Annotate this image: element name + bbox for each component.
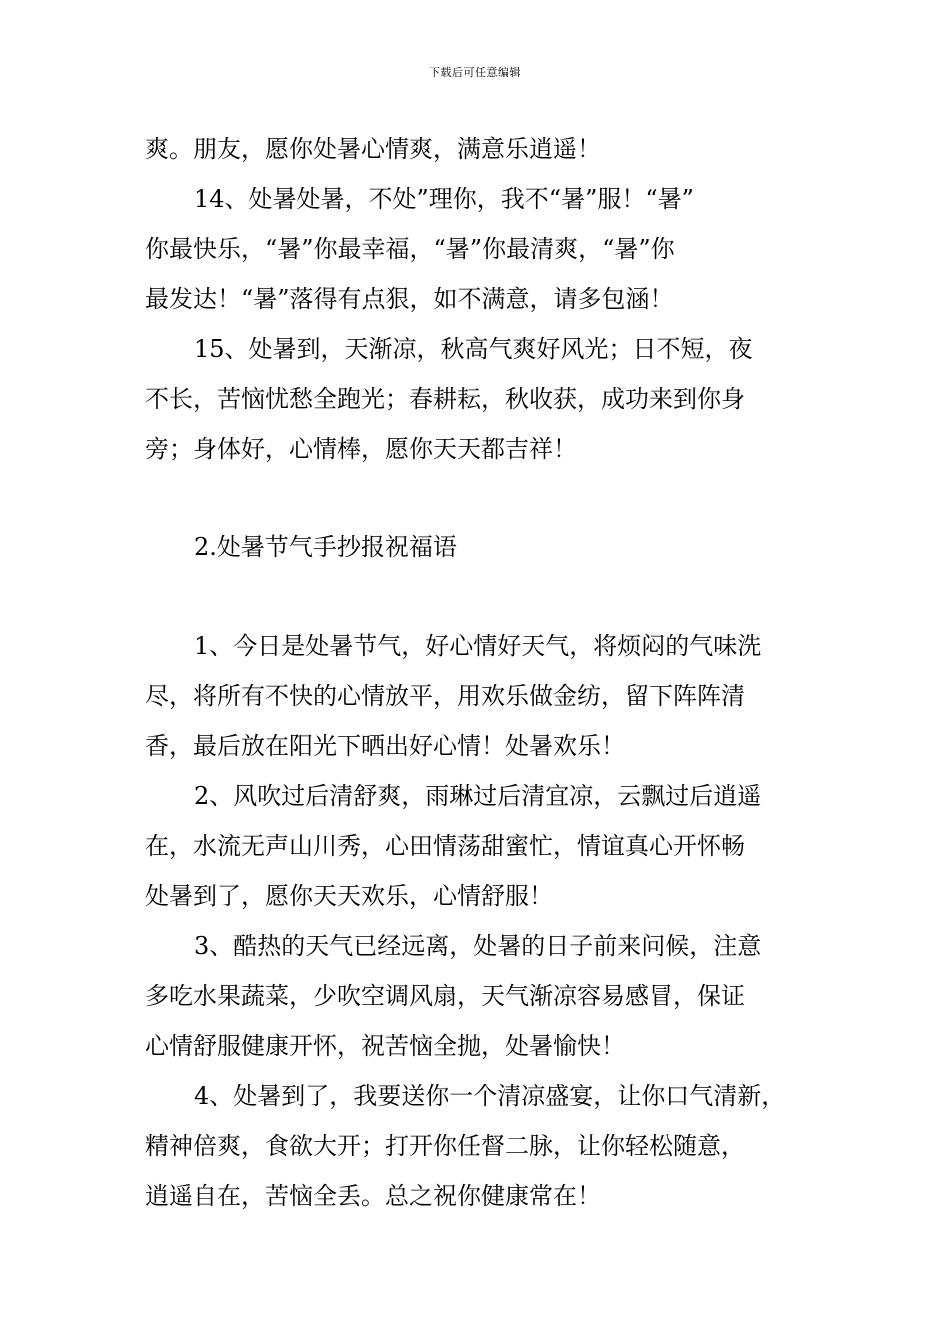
paragraph-line: 3、酷热的天气已经远离，处暑的日子前来问候，注意 (194, 932, 762, 960)
paragraph-line: 不长，苦恼忧愁全跑光；春耕耘，秋收获，成功来到你身 (145, 385, 745, 413)
paragraph-line: 你最快乐，“暑”你最幸福，“暑”你最清爽，“暑”你 (145, 235, 675, 263)
paragraph-line: 14、处暑处暑，不处”理你，我不“暑”服！“暑” (194, 185, 694, 213)
paragraph-line: 逍遥自在，苦恼全丢。总之祝你健康常在！ (145, 1182, 601, 1210)
section-paragraph-4 (145, 1071, 835, 1221)
paragraph-item-14 (145, 174, 835, 324)
paragraph-line: 爽。朋友，愿你处暑心情爽，满意乐逍遥！ (145, 135, 601, 163)
paragraph-continuation (145, 124, 835, 174)
section-paragraph-3 (145, 921, 835, 1071)
paragraph-line: 15、处暑到，天渐凉，秋高气爽好风光；日不短，夜 (194, 335, 753, 363)
paragraph-item-15 (145, 324, 835, 474)
page-header: 下载后可任意编辑 (429, 66, 521, 79)
paragraph-line: 心情舒服健康开怀，祝苦恼全抛，处暑愉快！ (145, 1032, 625, 1060)
paragraph-line: 精神倍爽，食欲大开；打开你任督二脉，让你轻松随意， (145, 1132, 745, 1160)
paragraph-line: 1、今日是处暑节气，好心情好天气，将烦闷的气味洗 (194, 632, 762, 660)
section-paragraph-2 (145, 771, 835, 921)
paragraph-line: 2、风吹过后清舒爽，雨琳过后清宜凉，云飘过后逍遥 (194, 782, 762, 810)
paragraph-line: 在，水流无声山川秀，心田情荡甜蜜忙，情谊真心开怀畅 (145, 832, 745, 860)
section-paragraph-1 (145, 621, 835, 771)
paragraph-line: 旁；身体好，心情棒，愿你天天都吉祥！ (145, 435, 577, 463)
paragraph-line: 多吃水果蔬菜，少吹空调风扇，天气渐凉容易感冒，保证 (145, 982, 745, 1010)
paragraph-line: 香，最后放在阳光下晒出好心情！处暑欢乐！ (145, 732, 625, 760)
paragraph-line: 4、处暑到了，我要送你一个清凉盛宴，让你口气清新， (194, 1082, 786, 1110)
paragraph-line: 处暑到了，愿你天天欢乐，心情舒服！ (145, 882, 553, 910)
paragraph-line: 最发达！“暑”落得有点狠，如不满意，请多包涵！ (145, 285, 674, 313)
paragraph-line: 尽，将所有不快的心情放平，用欢乐做金纺，留下阵阵清 (145, 682, 745, 710)
section-title: 2.处暑节气手抄报祝福语 (194, 533, 457, 561)
